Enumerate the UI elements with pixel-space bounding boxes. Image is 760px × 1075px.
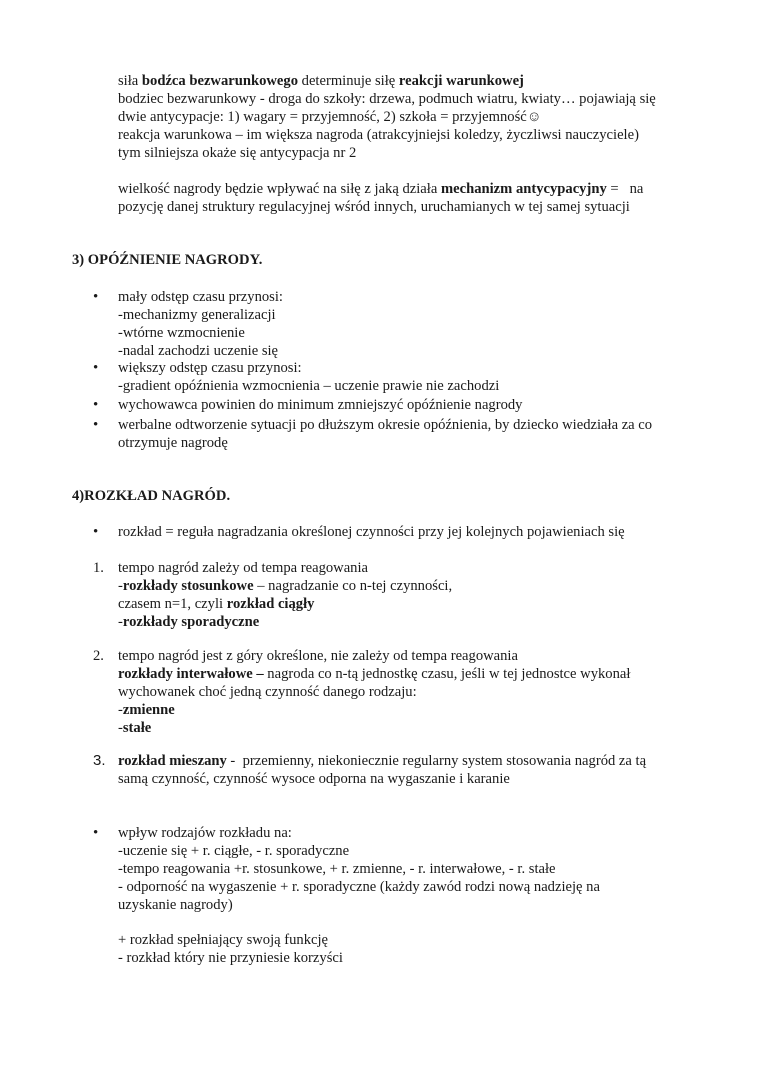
section-4-bullet-1: rozkład = reguła nagradzania określonej czynności przy jej kolejnych pojawieniach się bbox=[118, 524, 625, 540]
intro-line-5: tym silniejsza okaże się antycypacja nr 2 bbox=[118, 145, 357, 161]
bullet-icon: • bbox=[93, 524, 99, 540]
section-3-bullet-4: werbalne odtworzenie sytuacji po dłuższym okresie opóźnienia, by dziecko wiedziała za co otrzymuje nagrodę bbox=[118, 417, 653, 451]
list-number-3: 3. bbox=[93, 752, 106, 769]
section-4-numbered-2: tempo nagród jest z góry określone, nie zależy od tempa reagowania rozkłady interwałowe – nagroda co n-tą jednostkę czasu, jeśli w tej jednostce wykonał wychowanek choć jedną czynność danego rodzaju: -zmienne -stałe bbox=[118, 648, 631, 736]
bullet-icon: • bbox=[93, 360, 99, 376]
bullet-icon: • bbox=[93, 825, 99, 841]
list-number-1: 1. bbox=[93, 560, 104, 576]
section-3-bullet-2: większy odstęp czasu przynosi: -gradient opóźnienia wzmocnienia – uczenie prawie nie zachodzi bbox=[118, 360, 500, 394]
section-4-heading: 4)ROZKŁAD NAGRÓD. bbox=[72, 488, 231, 504]
section-3-heading: 3) OPÓŹNIENIE NAGRODY. bbox=[72, 252, 263, 268]
intro-line-1: siła bodźca bezwarunkowego determinuje siłę reakcji warunkowej bbox=[118, 73, 524, 89]
section-4-bullet-2: wpływ rodzajów rozkładu na: -uczenie się + r. ciągłe, - r. sporadyczne -tempo reagowania +r. stosunkowe, + r. zmienne, - r. interwałowe, - r. stałe - odporność na wygaszenie + r. sporadyczne (każdy zawód rodzi nową nadzieję na uzyskanie nagrody) bbox=[118, 825, 600, 913]
list-number-2: 2. bbox=[93, 648, 104, 664]
intro-paragraph bbox=[118, 72, 718, 162]
bullet-icon: • bbox=[93, 417, 99, 433]
section-4-numbered-1: tempo nagród zależy od tempa reagowania -rozkłady stosunkowe – nagradzanie co n-tej czynności, czasem n=1, czyli rozkład ciągły -rozkłady sporadyczne bbox=[118, 560, 453, 630]
intro-line-2: bodziec bezwarunkowy - droga do szkoły: drzewa, podmuch wiatru, kwiaty… pojawiają się bbox=[118, 91, 656, 107]
bullet-icon: • bbox=[93, 397, 99, 413]
intro-paragraph-2 bbox=[118, 180, 718, 216]
section-3-bullet-3: wychowawca powinien do minimum zmniejszyć opóźnienie nagrody bbox=[118, 397, 523, 413]
section-3-bullet-1: mały odstęp czasu przynosi: -mechanizmy generalizacji -wtórne wzmocnienie -nadal zachodzi uczenie się bbox=[118, 289, 283, 359]
section-4-numbered-3: rozkład mieszany - przemienny, niekoniecznie regularny system stosowania nagród za tą samą czynność, czynność wysoce odporna na wygaszanie i karanie bbox=[118, 753, 647, 787]
intro-line-3: dwie antycypacje: 1) wagary = przyjemność, 2) szkoła = przyjemność☺ bbox=[118, 109, 542, 125]
bullet-icon: • bbox=[93, 289, 99, 305]
intro-line-4: reakcja warunkowa – im większa nagroda (atrakcyjniejsi koledzy, życzliwsi nauczyciele) bbox=[118, 127, 639, 143]
intro-p2-line-2: pozycję danej struktury regulacyjnej wśród innych, uruchamianych w tej samej sytuacji bbox=[118, 199, 630, 215]
section-4-bullet-2-extra: + rozkład spełniający swoją funkcję - rozkład który nie przyniesie korzyści bbox=[118, 932, 343, 966]
intro-p2-line-1: wielkość nagrody będzie wpływać na siłę z jaką działa mechanizm antycypacyjny = na bbox=[118, 181, 644, 197]
